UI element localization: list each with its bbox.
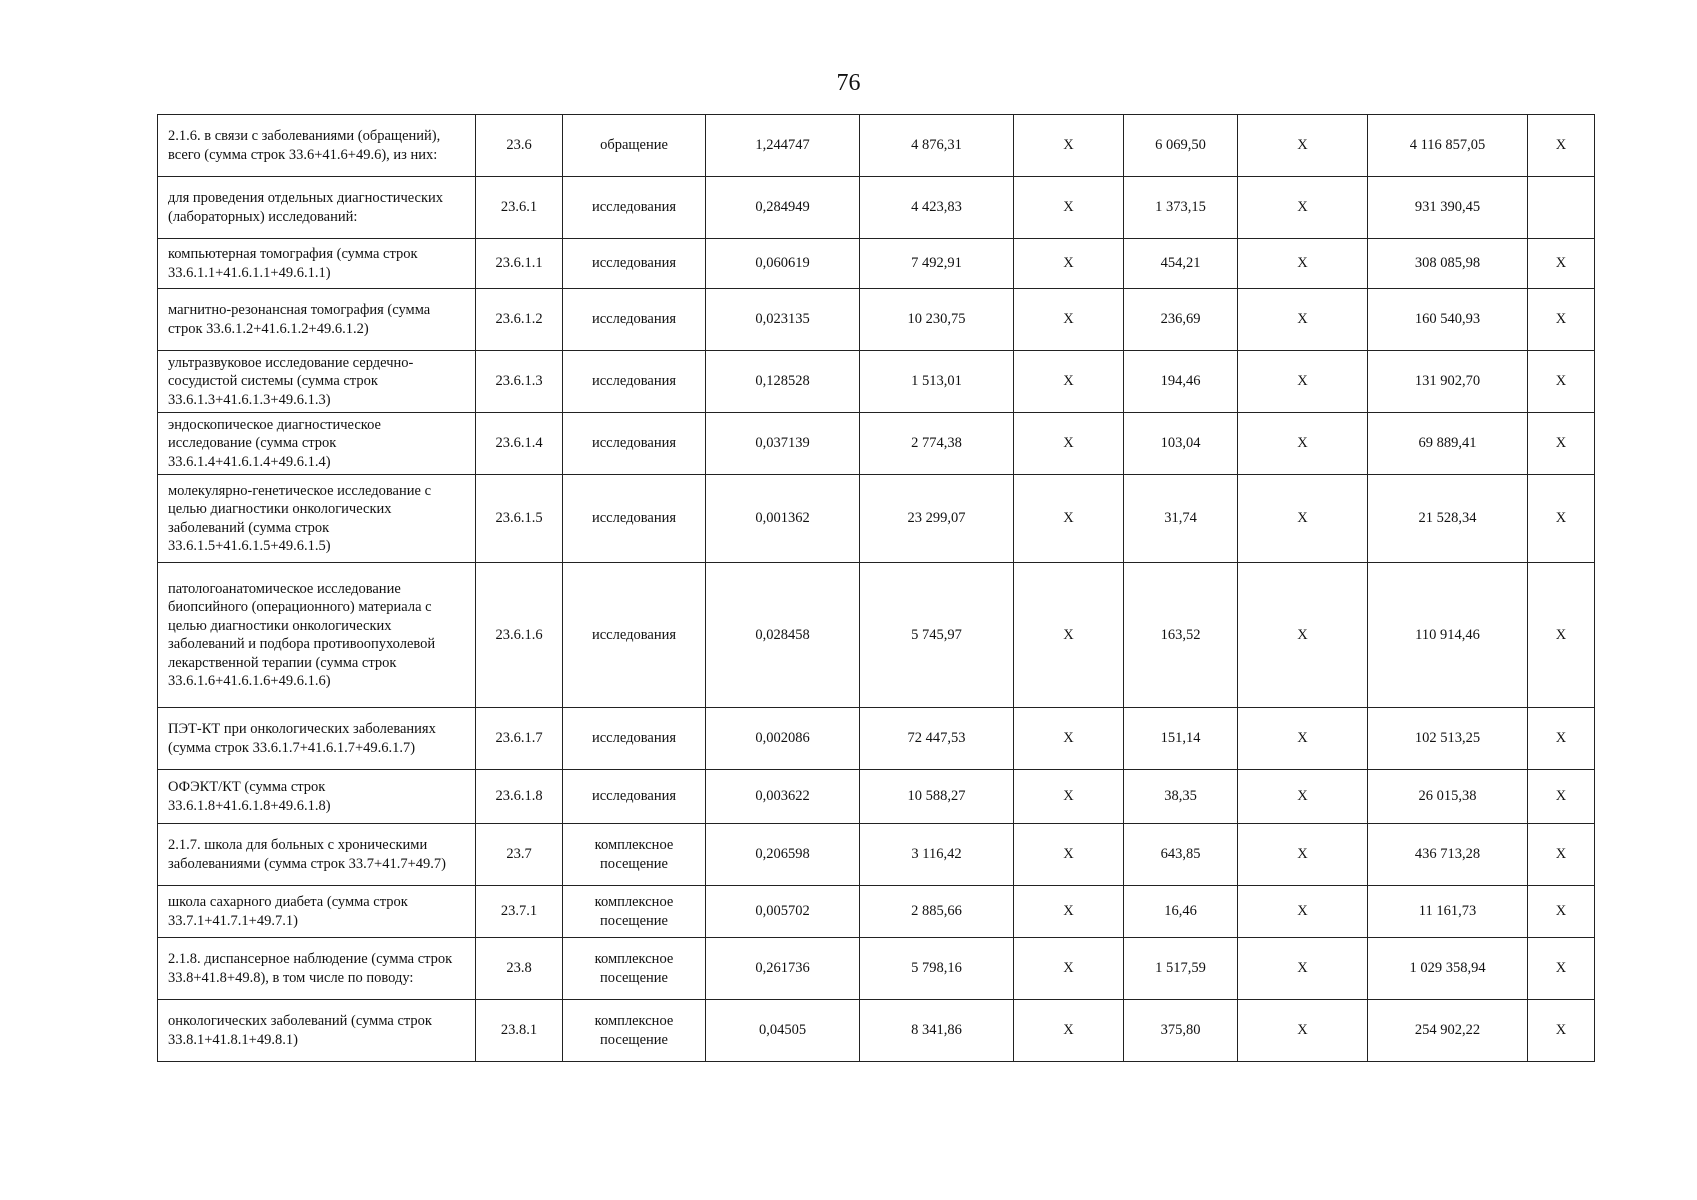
row-value-4: 0,060619 xyxy=(706,239,860,289)
row-value-6: X xyxy=(1014,115,1124,177)
row-value-8: X xyxy=(1238,289,1368,351)
row-value-5: 3 116,42 xyxy=(860,824,1014,886)
row-value-7: 643,85 xyxy=(1124,824,1238,886)
row-value-6: X xyxy=(1014,770,1124,824)
row-value-7: 375,80 xyxy=(1124,1000,1238,1062)
row-value-8: X xyxy=(1238,475,1368,563)
row-value-5: 5 745,97 xyxy=(860,563,1014,708)
row-unit: исследования xyxy=(563,475,706,563)
row-value-5: 2 774,38 xyxy=(860,413,1014,475)
row-value-10: X xyxy=(1528,824,1595,886)
row-name: ОФЭКТ/КТ (сумма строк 33.6.1.8+41.6.1.8+49.6.1.8) xyxy=(158,770,476,824)
row-value-5: 8 341,86 xyxy=(860,1000,1014,1062)
row-unit: исследования xyxy=(563,708,706,770)
row-value-5: 7 492,91 xyxy=(860,239,1014,289)
row-value-8: X xyxy=(1238,886,1368,938)
row-value-5: 72 447,53 xyxy=(860,708,1014,770)
row-value-10: X xyxy=(1528,563,1595,708)
row-code: 23.6.1.7 xyxy=(476,708,563,770)
row-name: магнитно-резонансная томография (сумма строк 33.6.1.2+41.6.1.2+49.6.1.2) xyxy=(158,289,476,351)
row-value-8: X xyxy=(1238,563,1368,708)
row-value-10 xyxy=(1528,177,1595,239)
row-value-4: 0,206598 xyxy=(706,824,860,886)
row-value-7: 38,35 xyxy=(1124,770,1238,824)
row-unit: исследования xyxy=(563,770,706,824)
row-code: 23.6.1.1 xyxy=(476,239,563,289)
row-value-10: X xyxy=(1528,289,1595,351)
row-value-6: X xyxy=(1014,824,1124,886)
page-number: 76 xyxy=(836,70,861,96)
row-value-5: 4 423,83 xyxy=(860,177,1014,239)
row-value-9: 69 889,41 xyxy=(1368,413,1528,475)
row-value-8: X xyxy=(1238,239,1368,289)
row-unit: комплексное посещение xyxy=(563,824,706,886)
row-code: 23.6 xyxy=(476,115,563,177)
row-value-10: X xyxy=(1528,1000,1595,1062)
row-value-10: X xyxy=(1528,475,1595,563)
row-value-6: X xyxy=(1014,351,1124,413)
row-value-4: 1,244747 xyxy=(706,115,860,177)
row-code: 23.8.1 xyxy=(476,1000,563,1062)
row-unit: исследования xyxy=(563,413,706,475)
row-value-10: X xyxy=(1528,938,1595,1000)
row-value-6: X xyxy=(1014,563,1124,708)
row-code: 23.6.1.5 xyxy=(476,475,563,563)
table-row xyxy=(158,289,1595,351)
row-value-8: X xyxy=(1238,770,1368,824)
row-value-5: 1 513,01 xyxy=(860,351,1014,413)
row-unit: исследования xyxy=(563,563,706,708)
row-unit: комплексное посещение xyxy=(563,938,706,1000)
row-value-9: 1 029 358,94 xyxy=(1368,938,1528,1000)
row-name: ПЭТ-КТ при онкологических заболеваниях (сумма строк 33.6.1.7+41.6.1.7+49.6.1.7) xyxy=(158,708,476,770)
row-value-9: 254 902,22 xyxy=(1368,1000,1528,1062)
row-value-4: 0,003622 xyxy=(706,770,860,824)
row-value-9: 26 015,38 xyxy=(1368,770,1528,824)
row-value-4: 0,04505 xyxy=(706,1000,860,1062)
data-table xyxy=(157,114,1595,1062)
row-name: 2.1.7. школа для больных с хроническими заболеваниями (сумма строк 33.7+41.7+49.7) xyxy=(158,824,476,886)
row-unit: исследования xyxy=(563,351,706,413)
row-value-4: 0,002086 xyxy=(706,708,860,770)
table-row xyxy=(158,413,1595,475)
row-code: 23.7.1 xyxy=(476,886,563,938)
row-value-4: 0,128528 xyxy=(706,351,860,413)
row-unit: исследования xyxy=(563,289,706,351)
row-value-9: 11 161,73 xyxy=(1368,886,1528,938)
row-value-5: 10 588,27 xyxy=(860,770,1014,824)
row-value-9: 931 390,45 xyxy=(1368,177,1528,239)
row-name: для проведения отдельных диагностических (лабораторных) исследований: xyxy=(158,177,476,239)
row-value-10: X xyxy=(1528,886,1595,938)
row-value-7: 1 517,59 xyxy=(1124,938,1238,1000)
row-name: 2.1.8. диспансерное наблюдение (сумма строк 33.8+41.8+49.8), в том числе по поводу: xyxy=(158,938,476,1000)
row-value-6: X xyxy=(1014,475,1124,563)
row-value-4: 0,023135 xyxy=(706,289,860,351)
row-code: 23.6.1.3 xyxy=(476,351,563,413)
row-value-5: 10 230,75 xyxy=(860,289,1014,351)
table-row xyxy=(158,563,1595,708)
row-value-9: 4 116 857,05 xyxy=(1368,115,1528,177)
row-code: 23.8 xyxy=(476,938,563,1000)
row-code: 23.6.1.6 xyxy=(476,563,563,708)
row-code: 23.6.1 xyxy=(476,177,563,239)
table-row xyxy=(158,824,1595,886)
row-value-9: 308 085,98 xyxy=(1368,239,1528,289)
row-value-9: 21 528,34 xyxy=(1368,475,1528,563)
row-value-7: 236,69 xyxy=(1124,289,1238,351)
row-value-10: X xyxy=(1528,351,1595,413)
row-value-9: 110 914,46 xyxy=(1368,563,1528,708)
row-value-4: 0,261736 xyxy=(706,938,860,1000)
row-value-9: 160 540,93 xyxy=(1368,289,1528,351)
row-value-7: 151,14 xyxy=(1124,708,1238,770)
row-value-4: 0,001362 xyxy=(706,475,860,563)
row-value-10: X xyxy=(1528,239,1595,289)
row-value-6: X xyxy=(1014,413,1124,475)
row-unit: комплексное посещение xyxy=(563,1000,706,1062)
row-value-9: 131 902,70 xyxy=(1368,351,1528,413)
table-row xyxy=(158,770,1595,824)
table-row xyxy=(158,475,1595,563)
row-value-6: X xyxy=(1014,239,1124,289)
row-value-6: X xyxy=(1014,289,1124,351)
row-name: эндоскопическое диагностическое исследование (сумма строк 33.6.1.4+41.6.1.4+49.6.1.4) xyxy=(158,413,476,475)
row-value-7: 194,46 xyxy=(1124,351,1238,413)
table-row xyxy=(158,938,1595,1000)
row-value-6: X xyxy=(1014,886,1124,938)
row-value-8: X xyxy=(1238,413,1368,475)
row-value-6: X xyxy=(1014,1000,1124,1062)
row-value-10: X xyxy=(1528,708,1595,770)
row-name: патологоанатомическое исследование биопсийного (операционного) материала с целью диагностики онкологических заболеваний и подбора противоопухолевой лекарственной терапии (сумма строк 33.6.1.6+41.6.1.6+49.6.1.6) xyxy=(158,563,476,708)
row-value-8: X xyxy=(1238,1000,1368,1062)
row-value-5: 4 876,31 xyxy=(860,115,1014,177)
table-row xyxy=(158,1000,1595,1062)
row-value-7: 454,21 xyxy=(1124,239,1238,289)
row-value-5: 23 299,07 xyxy=(860,475,1014,563)
table-row xyxy=(158,886,1595,938)
row-value-8: X xyxy=(1238,115,1368,177)
table-row xyxy=(158,239,1595,289)
row-unit: исследования xyxy=(563,239,706,289)
row-value-8: X xyxy=(1238,708,1368,770)
row-name: компьютерная томография (сумма строк 33.6.1.1+41.6.1.1+49.6.1.1) xyxy=(158,239,476,289)
row-code: 23.6.1.8 xyxy=(476,770,563,824)
row-value-6: X xyxy=(1014,938,1124,1000)
row-value-7: 103,04 xyxy=(1124,413,1238,475)
row-value-8: X xyxy=(1238,938,1368,1000)
row-value-4: 0,284949 xyxy=(706,177,860,239)
row-name: онкологических заболеваний (сумма строк 33.8.1+41.8.1+49.8.1) xyxy=(158,1000,476,1062)
row-value-7: 16,46 xyxy=(1124,886,1238,938)
row-value-10: X xyxy=(1528,413,1595,475)
row-value-7: 1 373,15 xyxy=(1124,177,1238,239)
row-name: школа сахарного диабета (сумма строк 33.7.1+41.7.1+49.7.1) xyxy=(158,886,476,938)
row-unit: комплексное посещение xyxy=(563,886,706,938)
row-value-9: 436 713,28 xyxy=(1368,824,1528,886)
row-value-10: X xyxy=(1528,770,1595,824)
row-name: 2.1.6. в связи с заболеваниями (обращений), всего (сумма строк 33.6+41.6+49.6), из них: xyxy=(158,115,476,177)
row-code: 23.6.1.4 xyxy=(476,413,563,475)
row-code: 23.7 xyxy=(476,824,563,886)
row-value-4: 0,028458 xyxy=(706,563,860,708)
row-value-5: 2 885,66 xyxy=(860,886,1014,938)
table-row xyxy=(158,115,1595,177)
row-value-9: 102 513,25 xyxy=(1368,708,1528,770)
row-value-8: X xyxy=(1238,824,1368,886)
row-value-8: X xyxy=(1238,177,1368,239)
table-row xyxy=(158,351,1595,413)
row-name: молекулярно-генетическое исследование с целью диагностики онкологических заболеваний (сумма строк 33.6.1.5+41.6.1.5+49.6.1.5) xyxy=(158,475,476,563)
row-value-6: X xyxy=(1014,177,1124,239)
table-row xyxy=(158,708,1595,770)
row-unit: исследования xyxy=(563,177,706,239)
row-code: 23.6.1.2 xyxy=(476,289,563,351)
row-value-7: 163,52 xyxy=(1124,563,1238,708)
row-value-4: 0,005702 xyxy=(706,886,860,938)
row-name: ультразвуковое исследование сердечно-сосудистой системы (сумма строк 33.6.1.3+41.6.1.3+49.6.1.3) xyxy=(158,351,476,413)
row-value-5: 5 798,16 xyxy=(860,938,1014,1000)
row-value-4: 0,037139 xyxy=(706,413,860,475)
row-value-6: X xyxy=(1014,708,1124,770)
row-unit: обращение xyxy=(563,115,706,177)
table-row xyxy=(158,177,1595,239)
row-value-7: 6 069,50 xyxy=(1124,115,1238,177)
row-value-8: X xyxy=(1238,351,1368,413)
row-value-7: 31,74 xyxy=(1124,475,1238,563)
row-value-10: X xyxy=(1528,115,1595,177)
